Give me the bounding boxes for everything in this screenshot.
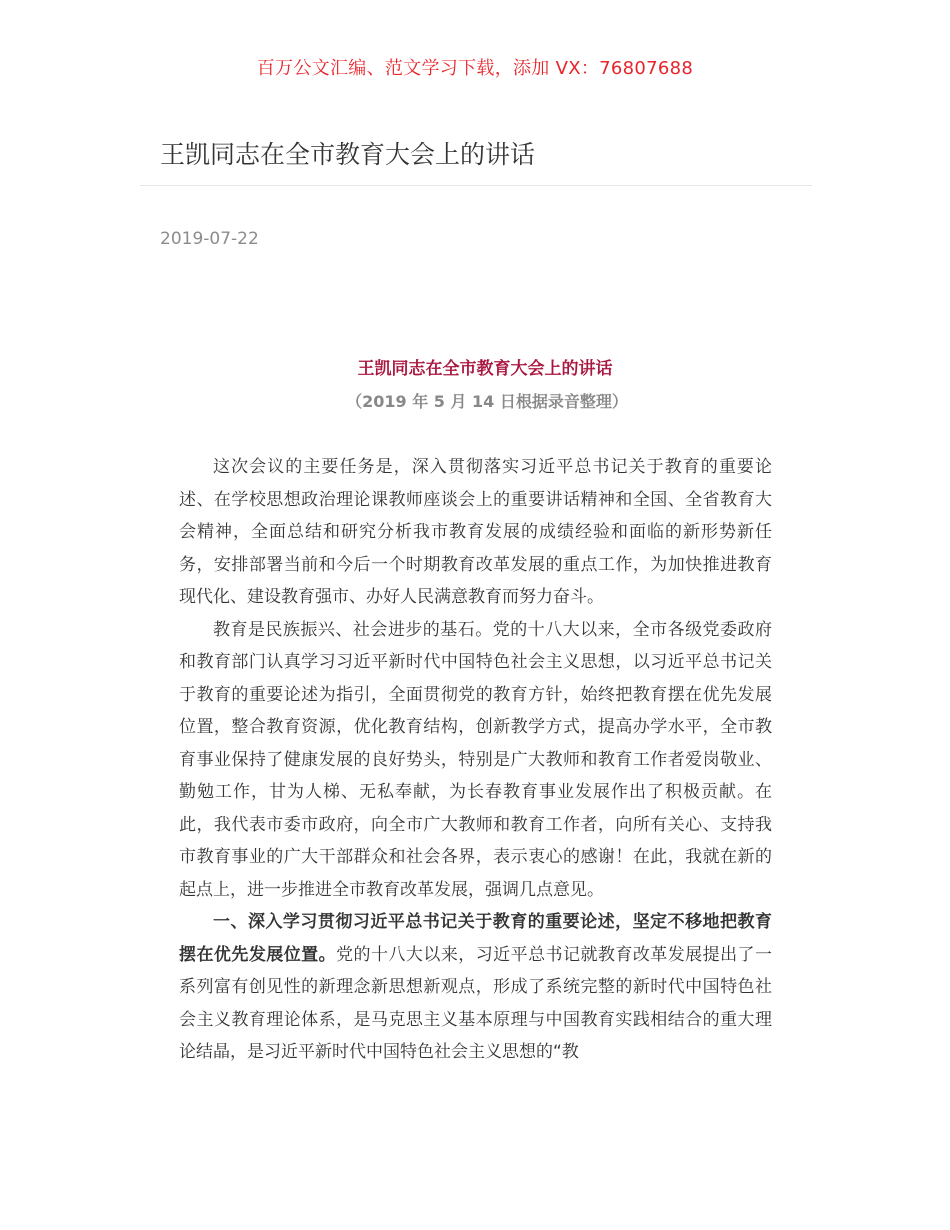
title-divider — [140, 185, 812, 186]
publish-date: 2019-07-22 — [160, 229, 259, 249]
article-body — [179, 451, 772, 1069]
paragraph-3 — [179, 906, 772, 1069]
section-1-text: 党的十八大以来，习近平总书记就教育改革发展提出了一系列富有创见性的新理念新思想新观点，形成了系统完整的新时代中国特色社会主义教育理论体系，是马克思主义基本原理与中国教育实践相结合的重大理论结晶，是习近平新时代中国特色社会主义思想的“教 — [179, 944, 773, 1062]
paragraph-2: 教育是民族振兴、社会进步的基石。党的十八大以来，全市各级党委政府和教育部门认真学习习近平新时代中国特色社会主义思想，以习近平总书记关于教育的重要论述为指引，全面贯彻党的教育方针，始终把教育摆在优先发展位置，整合教育资源，优化教育结构，创新教学方式，提高办学水平，全市教育事业保持了健康发展的良好势头，特别是广大教师和教育工作者爱岗敬业、勤勉工作，甘为人梯、无私奉献，为长春教育事业发展作出了积极贡献。在此，我代表市委市政府，向全市广大教师和教育工作者，向所有关心、支持我市教育事业的广大干部群众和社会各界，表示衷心的感谢！在此，我就在新的起点上，进一步推进全市教育改革发展，强调几点意见。 — [179, 619, 772, 900]
paragraph-1: 这次会议的主要任务是，深入贯彻落实习近平总书记关于教育的重要论述、在学校思想政治理论课教师座谈会上的重要讲话精神和全国、全省教育大会精神，全面总结和研究分析我市教育发展的成绩经验和面临的新形势新任务，安排部署当前和今后一个时期教育改革发展的重点工作，为加快推进教育现代化、建设教育强市、办好人民满意教育而努力奋斗。 — [179, 457, 772, 607]
article-subheading: （2019 年 5 月 14 日根据录音整理） — [346, 392, 628, 411]
section-1-heading: 一、深入学习贯彻习近平总书记关于教育的重要论述，坚定不移地把教育摆在优先发展位置。 — [179, 912, 772, 965]
article-heading: 王凯同志在全市教育大会上的讲话 — [357, 359, 613, 379]
watermark-banner: 百万公文汇编、范文学习下载，添加 VX：76807688 — [256, 58, 694, 79]
page-title: 王凯同志在全市教育大会上的讲话 — [160, 140, 536, 169]
